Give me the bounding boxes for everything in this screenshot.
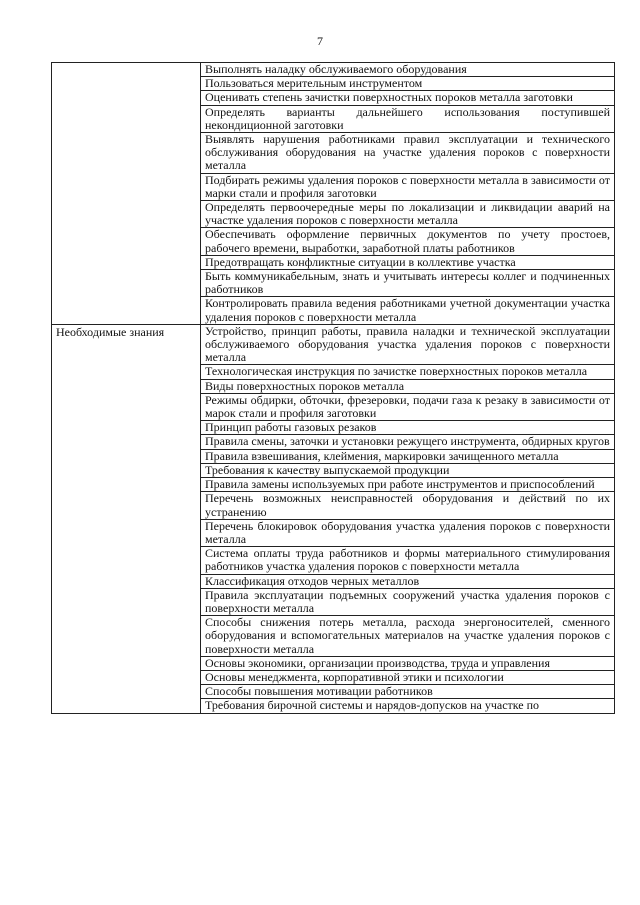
knowledge-row-text: Виды поверхностных пороков металла: [201, 379, 615, 393]
skill-row-text: Обеспечивать оформление первичных документов по учету простоев, рабочего времени, выработки, заработной платы работников: [201, 228, 615, 255]
knowledge-row-text: Правила взвешивания, клеймения, маркировки зачищенного металла: [201, 449, 615, 463]
competency-table-container: [51, 62, 615, 714]
knowledge-row-text: Перечень возможных неисправностей оборудования и действий по их устранению: [201, 492, 615, 519]
knowledge-row-text: Технологическая инструкция по зачистке поверхностных пороков металла: [201, 365, 615, 379]
knowledge-row-text: Принцип работы газовых резаков: [201, 421, 615, 435]
skill-row-text: Выявлять нарушения работниками правил эксплуатации и технического обслуживания оборудования на участке удаления пороков с поверхности металла: [201, 133, 615, 174]
knowledge-row-text: Способы повышения мотивации работников: [201, 685, 615, 699]
knowledge-row-text: Правила замены используемых при работе инструментов и приспособлений: [201, 478, 615, 492]
skill-row-text: Определять первоочередные меры по локализации и ликвидации аварий на участке удаления пороков с поверхности металла: [201, 201, 615, 228]
knowledge-row-text: Основы экономики, организации производства, труда и управления: [201, 656, 615, 670]
skill-row: [52, 63, 615, 77]
knowledge-row-text: Основы менеджмента, корпоративной этики и психологии: [201, 670, 615, 684]
knowledge-row-text: Требования бирочной системы и нарядов-допусков на участке по: [201, 699, 615, 713]
knowledge-row-text: Правила смены, заточки и установки режущего инструмента, обдирных кругов: [201, 435, 615, 449]
knowledge-row-text: Требования к качеству выпускаемой продукции: [201, 463, 615, 477]
knowledge-row-text: Способы снижения потерь металла, расхода энергоносителей, сменного оборудования и вспомогательных материалов на участке удаления пороков с поверхности металла: [201, 616, 615, 657]
skill-row-text: Выполнять наладку обслуживаемого оборудования: [201, 63, 615, 77]
knowledge-row-text: Перечень блокировок оборудования участка удаления пороков с поверхности металла: [201, 519, 615, 546]
skill-row-text: Предотвращать конфликтные ситуации в коллективе участка: [201, 255, 615, 269]
skill-row-text: Оценивать степень зачистки поверхностных пороков металла заготовки: [201, 91, 615, 105]
knowledge-row-text: Система оплаты труда работников и формы материального стимулирования работников участка удаления пороков с поверхности металла: [201, 547, 615, 574]
competency-table-body: [52, 63, 615, 714]
knowledge-section-label: Необходимые знания: [52, 324, 201, 713]
page-number: 7: [317, 34, 323, 48]
knowledge-row: [52, 324, 615, 365]
knowledge-row-text: Правила эксплуатации подъемных сооружений участка удаления пороков с поверхности металла: [201, 588, 615, 615]
knowledge-row-text: Устройство, принцип работы, правила наладки и технической эксплуатации обслуживаемого оборудования участка удаления пороков с поверхности металла: [201, 324, 615, 365]
competency-table: [51, 62, 615, 714]
skill-row-text: Определять варианты дальнейшего использования поступившей некондиционной заготовки: [201, 105, 615, 132]
skill-row-text: Контролировать правила ведения работниками учетной документации участка удаления пороков с поверхности металла: [201, 297, 615, 324]
knowledge-row-text: Режимы обдирки, обточки, фрезеровки, подачи газа к резаку в зависимости от марок стали и профиля заготовки: [201, 393, 615, 420]
skills-section-label: [52, 63, 201, 325]
skill-row-text: Пользоваться мерительным инструментом: [201, 77, 615, 91]
skill-row-text: Быть коммуникабельным, знать и учитывать интересы коллег и подчиненных работников: [201, 270, 615, 297]
skill-row-text: Подбирать режимы удаления пороков с поверхности металла в зависимости от марки стали и профиля заготовки: [201, 173, 615, 200]
knowledge-row-text: Классификация отходов черных металлов: [201, 574, 615, 588]
